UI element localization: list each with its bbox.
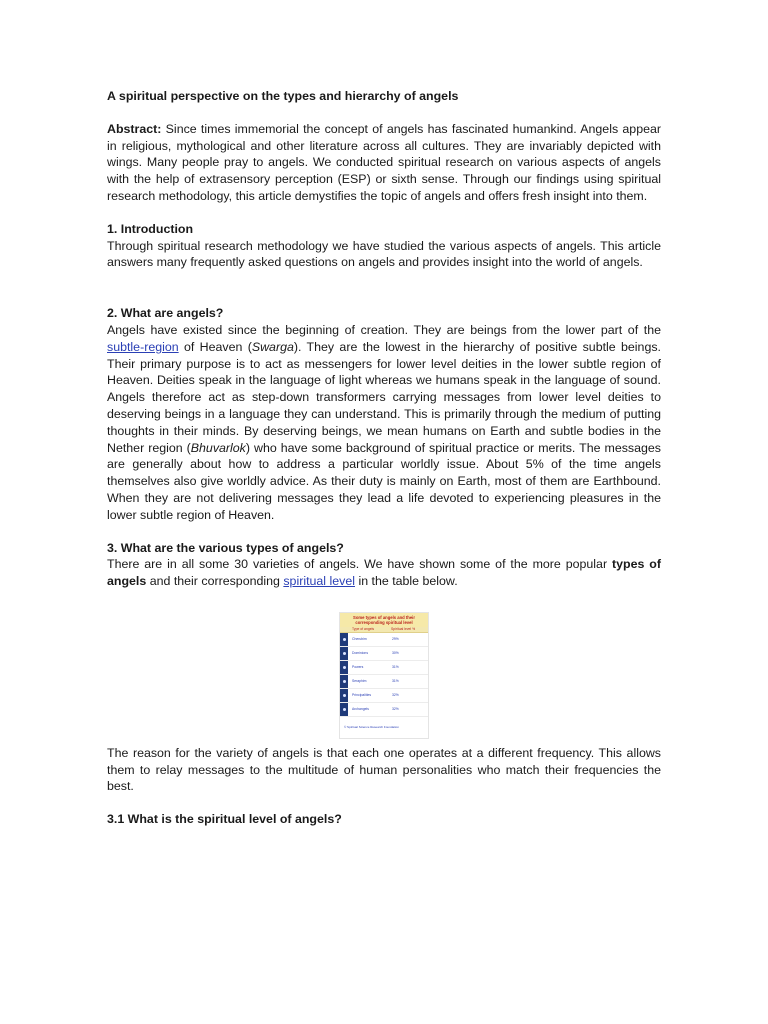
what-text-1: Angels have existed since the beginning of creation. They are beings from the lower part of the [107, 322, 661, 337]
angel-icon [340, 689, 348, 702]
table-col-type: Type of angels [352, 626, 375, 631]
what-text-4: ) who have some background of spiritual practice or merits. The messages are generally about how to address a particular worldly issue. About 5% of the time angels themselves also give worldly advice. As their duty is mainly on Earth, most of them are Earthbound. When they are not delivering messages they lead a life devoted to experiencing pleasures in the lower subtle region of Heaven. [107, 440, 661, 522]
document-title: A spiritual perspective on the types and hierarchy of angels [107, 89, 459, 103]
types-paragraph [107, 556, 661, 590]
table-title: Some types of angels and their corresponding spiritual level [340, 613, 428, 627]
angels-table [339, 612, 429, 739]
table-cell-name: Principalities [352, 693, 372, 698]
angel-icon [340, 661, 348, 674]
table-footer: © Spiritual Science Research Foundation [344, 724, 399, 729]
table-cell-level: 31% [392, 679, 399, 684]
abstract-text: Since times immemorial the concept of angels has fascinated humankind. Angels appear in religious, mythological and other literature across all cultures. They are invariably depicted with wings. Many people pray to angels. We conducted spiritual research on various aspects of angels with the help of extrasensory perception (ESP) or sixth sense. Through our findings using spiritual research methodology, this article demystifies the topic of angels and offers fresh insight into them. [107, 121, 661, 203]
document-content [107, 88, 661, 828]
angels-table-figure [107, 612, 661, 739]
types-text-1: There are in all some 30 varieties of angels. We have shown some of the more popular [107, 557, 608, 572]
intro-heading: 1. Introduction [107, 221, 194, 236]
table-cell-name: Cherubim [352, 637, 367, 642]
angel-icon [340, 703, 348, 716]
types-heading: 3. What are the various types of angels? [107, 540, 344, 555]
table-col-level: Spiritual level % [391, 626, 416, 631]
angel-icon [340, 633, 348, 646]
subtle-region-link[interactable]: subtle-region [107, 339, 179, 354]
table-cell-level: 29% [392, 637, 399, 642]
table-cell-level: 30% [392, 651, 399, 656]
table-cell-name: Powers [352, 665, 364, 670]
what-paragraph [107, 322, 661, 524]
swarga-term: Swarga [251, 339, 294, 354]
table-row [340, 703, 428, 717]
table-cell-name: Archangels [352, 707, 369, 712]
after-table-text: The reason for the variety of angels is that each one operates at a different frequency. This allows them to relay messages to the multitude of human personalities who match their frequencies the best. [107, 745, 661, 794]
spiritual-level-link[interactable]: spiritual level [283, 574, 355, 589]
abstract-label: Abstract: [107, 121, 162, 136]
level-heading: 3.1 What is the spiritual level of angels? [107, 812, 342, 827]
what-text-3: ). They are the lowest in the hierarchy of positive subtle beings. Their primary purpose is to act as messengers for lower level deities in the lower subtle region of Heaven. Deities speak in the language of light whereas we humans speak in the language of sound. Angels therefore act as step-down transformers carrying messages from lower level deities to deserving beings in a language they can understand. This is primarily through the medium of putting thoughts in their minds. By deserving beings, we mean humans on Earth and subtle bodies in the Nether region ( [107, 339, 661, 455]
table-cell-level: 32% [392, 693, 399, 698]
table-cell-level: 32% [392, 707, 399, 712]
types-text-3: in the table below. [358, 574, 458, 589]
angel-icon [340, 647, 348, 660]
what-heading: 2. What are angels? [107, 306, 224, 321]
types-text-2: and their corresponding [149, 574, 280, 589]
table-cell-name: Seraphim [352, 679, 367, 684]
angel-icon [340, 675, 348, 688]
intro-text: Through spiritual research methodology we have studied the various aspects of angels. This article answers many frequently asked questions on angels and provides insight into the world of angels. [107, 238, 661, 270]
bhuvarlok-term: Bhuvarlok [190, 440, 246, 455]
what-text-2: of Heaven ( [183, 339, 252, 354]
table-cell-name: Dominions [352, 651, 369, 656]
types-bold-term: types of angels [107, 557, 662, 589]
table-cell-level: 31% [392, 665, 399, 670]
abstract-paragraph [107, 121, 661, 205]
